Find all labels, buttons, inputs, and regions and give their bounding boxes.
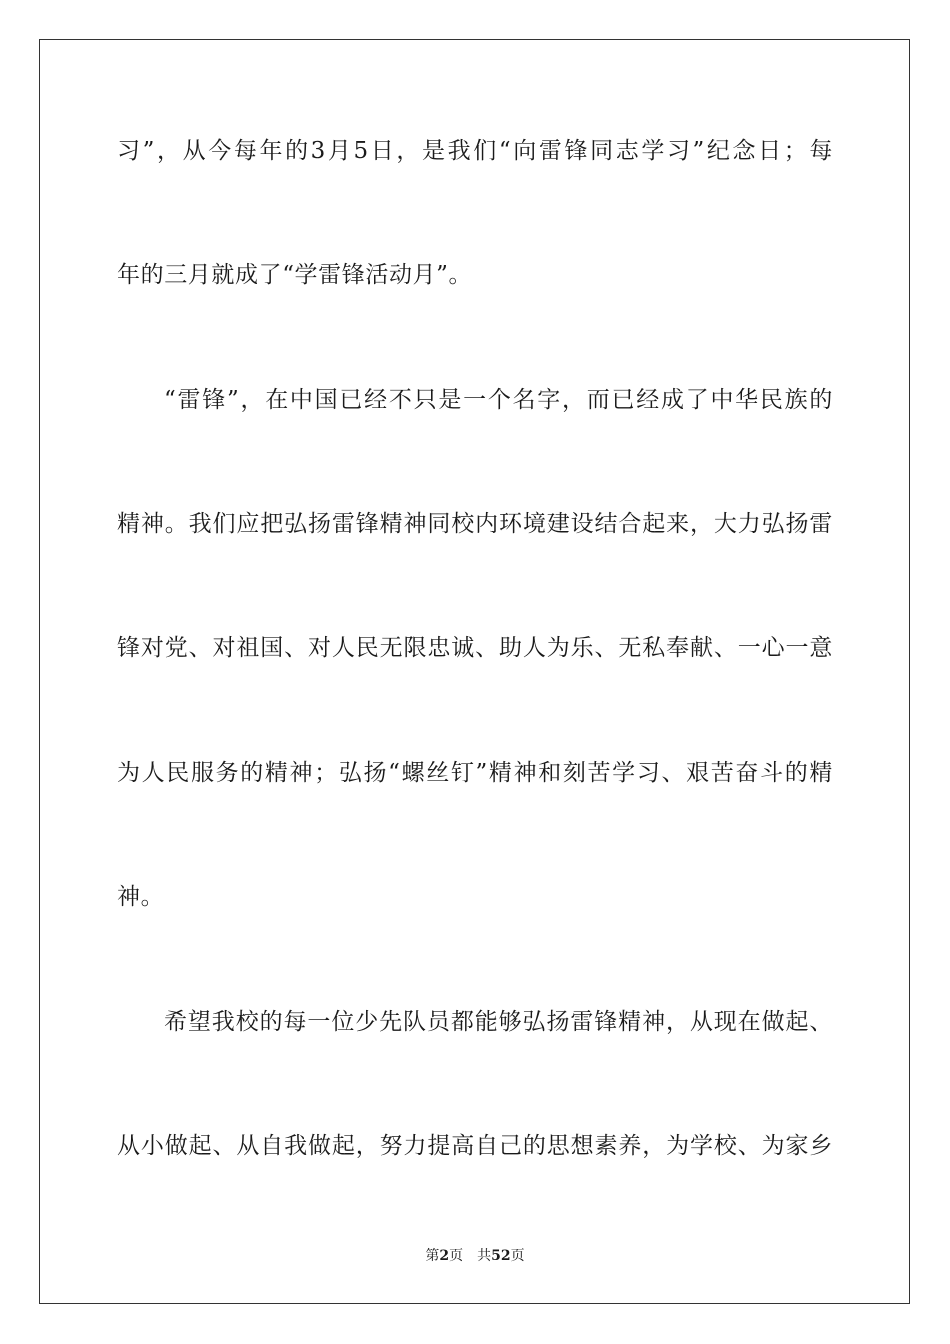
footer-page-unit: 页 <box>449 1248 464 1264</box>
page-border <box>39 39 910 1304</box>
body-line-8: 希望我校的每一位少先队员都能够弘扬雷锋精神，从现在做起、 <box>164 1009 833 1035</box>
page-footer <box>0 1247 950 1265</box>
body-line-2: 年的三月就成了“学雷锋活动月”。 <box>117 262 473 288</box>
footer-total-pages: 52 <box>491 1248 511 1264</box>
body-line-6: 为人民服务的精神；弘扬“螺丝钉”精神和刻苦学习、艰苦奋斗的精 <box>117 760 833 786</box>
footer-total-unit: 页 <box>510 1248 525 1264</box>
body-line-1: 习”，从今每年的3月5日，是我们“向雷锋同志学习”纪念日；每 <box>117 138 833 164</box>
body-line-4: 精神。我们应把弘扬雷锋精神同校内环境建设结合起来，大力弘扬雷 <box>117 511 833 537</box>
body-line-9: 从小做起、从自我做起，努力提高自己的思想素养，为学校、为家乡 <box>117 1133 833 1159</box>
body-line-5: 锋对党、对祖国、对人民无限忠诚、助人为乐、无私奉献、一心一意 <box>117 635 833 661</box>
footer-page-number: 2 <box>439 1248 450 1264</box>
body-line-7: 神。 <box>117 884 165 910</box>
footer-prefix: 第 <box>425 1248 440 1264</box>
footer-total-prefix: 共 <box>477 1248 492 1264</box>
body-line-3: “雷锋”，在中国已经不只是一个名字，而已经成了中华民族的 <box>164 387 833 413</box>
